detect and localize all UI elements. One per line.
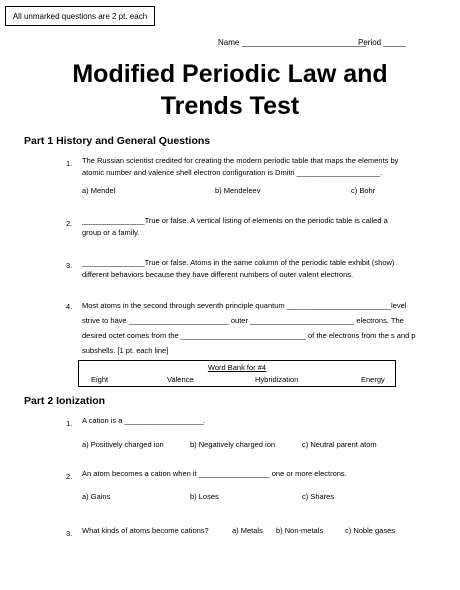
page-title-line2: Trends Test — [160, 92, 300, 120]
answer-option[interactable]: a) Mendel — [82, 186, 116, 195]
question-line: atomic number and valence shell electron configuration is Dmitri ____________________. — [82, 168, 383, 177]
question-text — [82, 298, 416, 358]
answer-option[interactable]: b) Non-metals — [276, 526, 324, 535]
word-bank-title: Word Bank for #4 — [207, 363, 267, 372]
question-number: 1. — [66, 419, 73, 428]
answer-option[interactable]: c) Neutral parent atom — [302, 440, 377, 449]
word-bank-word: Hybridization — [255, 375, 299, 384]
answer-option[interactable]: c) Shares — [302, 492, 335, 501]
question-number: 1. — [66, 159, 73, 168]
page-title-line1: Modified Periodic Law and — [72, 60, 388, 88]
question-line: The Russian scientist credited for creating the modern periodic table that maps the elements by — [82, 156, 399, 165]
question-number: 3. — [66, 261, 73, 270]
question-number: 2. — [66, 472, 73, 481]
question-text: What kinds of atoms become cations? — [82, 526, 209, 535]
question-text — [82, 215, 388, 239]
answer-option[interactable]: c) Noble gases — [345, 526, 396, 535]
question-line: subshells. [1 pt. each line] — [82, 346, 169, 355]
points-note: All unmarked questions are 2 pt. each — [5, 6, 155, 26]
name-field[interactable]: Name ____________________________ — [218, 38, 367, 47]
word-bank — [78, 360, 396, 387]
question-line: _______________True or false. A vertical listing of elements on the periodic table is called a — [82, 216, 388, 225]
question-text: An atom becomes a cation when it _________________ one or more electrons. — [82, 469, 347, 478]
period-field[interactable]: Period _____ — [358, 38, 406, 47]
word-bank-word: Eight — [91, 375, 109, 384]
question-line: Most atoms in the second through seventh principle quantum _________________________level — [82, 301, 407, 310]
answer-option[interactable]: b) Mendeleev — [215, 186, 261, 195]
question-text — [82, 155, 398, 179]
question-line: desired octet comes from the ______________________________ of the electrons from the s and p — [82, 331, 416, 340]
part2-heading: Part 2 Ionization — [24, 395, 106, 407]
question-line: strive to have ________________________ outer _________________________ electrons. The — [82, 316, 404, 325]
word-bank-word: Energy — [361, 375, 385, 384]
question-line: different behaviors because they have different numbers of outer valent electrons. — [82, 270, 354, 279]
question-line: group or a family. — [82, 228, 140, 237]
word-bank-word: Valence — [167, 375, 194, 384]
part1-heading: Part 1 History and General Questions — [24, 135, 211, 147]
answer-option[interactable]: b) Loses — [190, 492, 219, 501]
answer-option[interactable]: a) Gains — [82, 492, 111, 501]
question-text: A cation is a ___________________. — [82, 416, 206, 425]
question-number: 2. — [66, 219, 73, 228]
question-number: 3. — [66, 529, 73, 538]
answer-option[interactable]: a) Metals — [232, 526, 263, 535]
answer-option[interactable]: a) Positively charged ion — [82, 440, 164, 449]
question-number: 4. — [66, 302, 73, 311]
question-text — [82, 257, 394, 281]
answer-option[interactable]: c) Bohr — [351, 186, 376, 195]
question-line: _______________True or false. Atoms in the same column of the periodic table exhibit (show) — [82, 258, 395, 267]
answer-option[interactable]: b) Negatively charged ion — [190, 440, 276, 449]
